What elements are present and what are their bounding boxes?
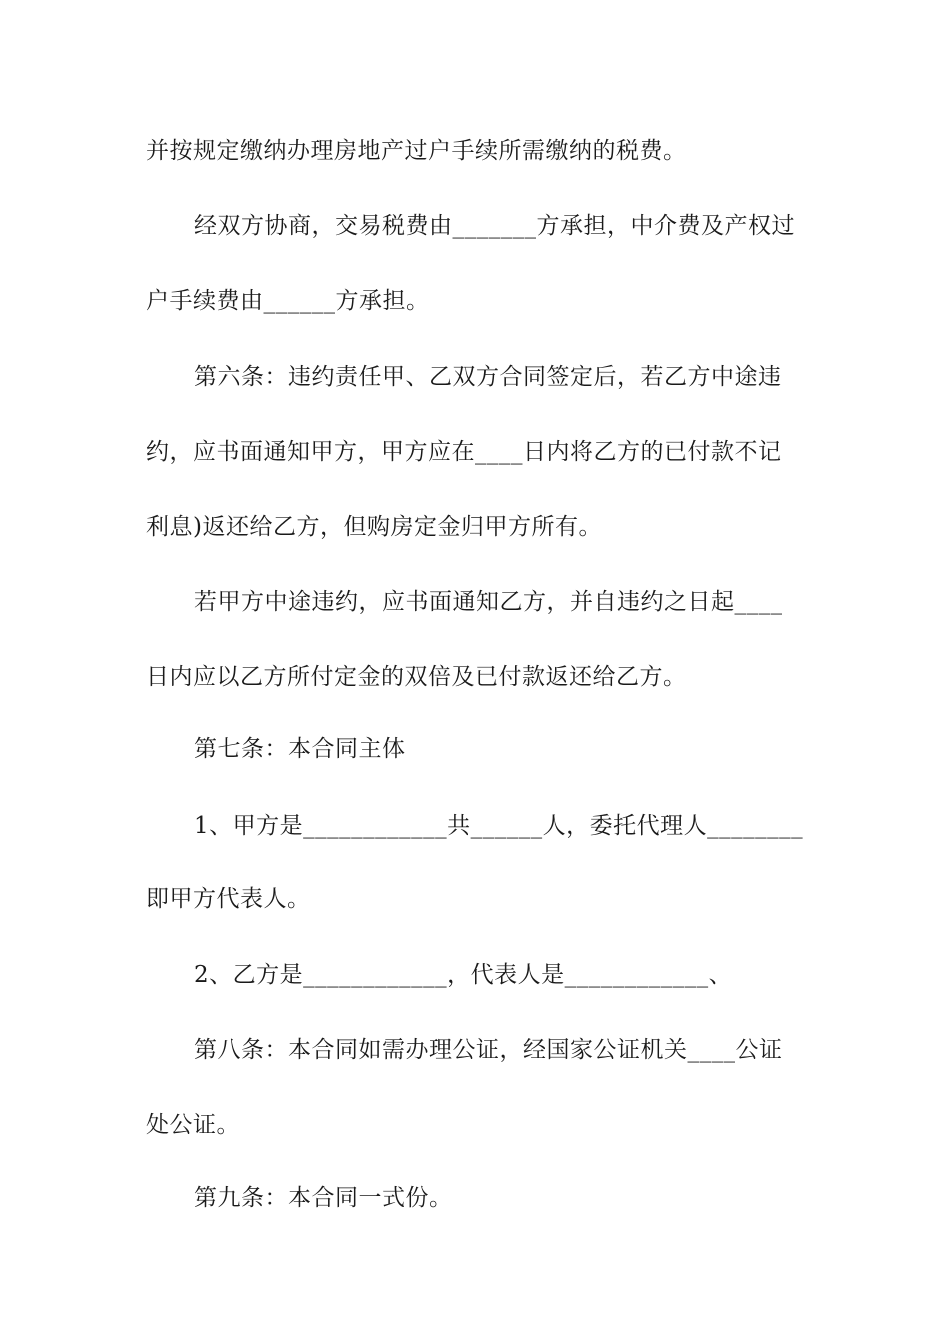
text-line: 户手续费由______方承担。: [146, 288, 430, 314]
text-line: 并按规定缴纳办理房地产过户手续所需缴纳的税费。: [146, 138, 687, 164]
text-line: 利息)返还给乙方，但购房定金归甲方所有。: [146, 514, 602, 540]
text-line: 约，应书面通知甲方，甲方应在____日内将乙方的已付款不记: [146, 439, 782, 465]
text-line: 经双方协商，交易税费由_______方承担，中介费及产权过: [194, 213, 795, 239]
text-line: 1、甲方是____________共______人，委托代理人________: [194, 813, 804, 839]
section-heading: 第九条：本合同一式份。: [194, 1185, 453, 1211]
text-line: 若甲方中途违约，应书面通知乙方，并自违约之日起____: [194, 589, 783, 615]
section-heading: 第七条：本合同主体: [194, 736, 406, 762]
text-line: 处公证。: [146, 1112, 240, 1138]
text-line: 第六条：违约责任甲、乙双方合同签定后，若乙方中途违: [194, 364, 782, 390]
text-line: 日内应以乙方所付定金的双倍及已付款返还给乙方。: [146, 664, 687, 690]
text-line: 即甲方代表人。: [146, 886, 311, 912]
text-line: 2、乙方是____________，代表人是____________、: [194, 962, 733, 988]
text-line: 第八条：本合同如需办理公证，经国家公证机关____公证: [194, 1037, 783, 1063]
